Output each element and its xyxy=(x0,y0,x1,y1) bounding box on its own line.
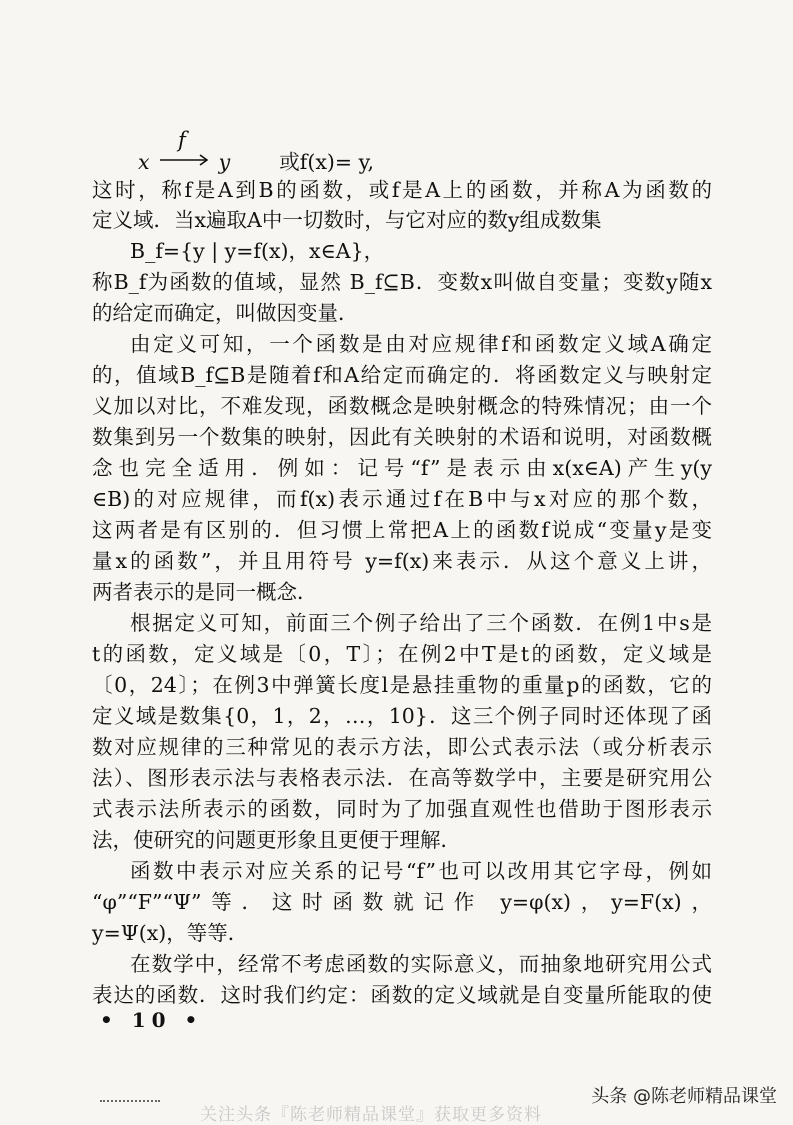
text-line: 两者表示的是同一概念． xyxy=(92,580,318,604)
text-line: 这两者是有区别的．但习惯上常把A上的函数f说成“变量y是变 xyxy=(92,518,712,542)
text-line: 定义域是数集{0，1，2，…，10}．这三个例子同时还体现了函 xyxy=(92,704,712,728)
watermark-account: 头条 @陈老师精品课堂 xyxy=(591,1086,777,1107)
text-line: 量x的函数”，并且用符号 y=f(x)来表示．从这个意义上讲， xyxy=(92,549,712,573)
mapping-expression xyxy=(138,148,374,176)
text-line: 根据定义可知，前面三个例子给出了三个函数．在例1中s是 xyxy=(130,611,712,635)
text-line: “φ”“F”“Ψ”等．这时函数就记作 y=φ(x)，y=F(x)， xyxy=(92,890,712,914)
scan-mark xyxy=(100,1100,160,1104)
mapping-right: y xyxy=(218,150,231,174)
text-line: ∈B)的对应规律，而f(x)表示通过f在B中与x对应的那个数， xyxy=(92,487,712,511)
text-line: 定义域．当x遍取A中一切数时，与它对应的数y组成数集 xyxy=(92,208,602,232)
text-line: 数对应规律的三种常见的表示方法，即公式表示法（或分析表示 xyxy=(92,735,712,759)
text-line: 〔0，24〕；在例3中弹簧长度l是悬挂重物的重量p的函数，它的 xyxy=(92,673,712,697)
text-line: y=Ψ(x)，等等． xyxy=(92,921,249,945)
right-arrow-icon xyxy=(156,153,212,167)
page-number: • 10 • xyxy=(100,1008,204,1032)
formula-line: B_f={y | y=f(x)，x∈A}， xyxy=(130,239,385,263)
text-line: 表达的函数．这时我们约定：函数的定义域就是自变量所能取的使 xyxy=(92,983,712,1007)
text-line: 在数学中，经常不考虑函数的实际意义，而抽象地研究用公式 xyxy=(130,952,712,976)
text-line: 称B_f为函数的值域，显然 B_f⊆B．变数x叫做自变量；变数y随x xyxy=(92,270,712,294)
text-line: 念也完全适用．例如：记号“f”是表示由x(x∈A)产生y(y xyxy=(92,456,712,480)
text-line: 式表示法所表示的函数，同时为了加强直观性也借助于图形表示 xyxy=(92,797,712,821)
text-line: 法，使研究的问题更形象且更便于理解． xyxy=(92,828,461,852)
text-line: 的，值域B_f⊆B是随着f和A给定而确定的．将函数定义与映射定 xyxy=(92,363,712,387)
text-line: 由定义可知，一个函数是由对应规律f和函数定义域A确定 xyxy=(130,332,712,356)
text-line: 这时，称f是A到B的函数，或f是A上的函数，并称A为函数的 xyxy=(92,178,712,202)
text-line: 义加以对比，不难发现，函数概念是映射概念的特殊情况；由一个 xyxy=(92,394,712,418)
text-line: 函数中表示对应关系的记号“f”也可以改用其它字母，例如 xyxy=(130,859,712,883)
mapping-left: x xyxy=(138,150,150,174)
text-line: 数集到另一个数集的映射，因此有关映射的术语和说明，对函数概 xyxy=(92,425,712,449)
mapping-label-f: f xyxy=(178,128,186,152)
text-line: 法）、图形表示法与表格表示法．在高等数学中，主要是研究用公 xyxy=(92,766,712,790)
text-line: t的函数，定义域是〔0，T〕；在例2中T是t的函数，定义域是 xyxy=(92,642,712,666)
watermark-footer: 关注头条『陈老师精品课堂』获取更多资料 xyxy=(200,1105,542,1125)
text-line: 的给定而确定，叫做因变量． xyxy=(92,301,359,325)
mapping-alt: 或f(x)= y, xyxy=(279,150,374,174)
